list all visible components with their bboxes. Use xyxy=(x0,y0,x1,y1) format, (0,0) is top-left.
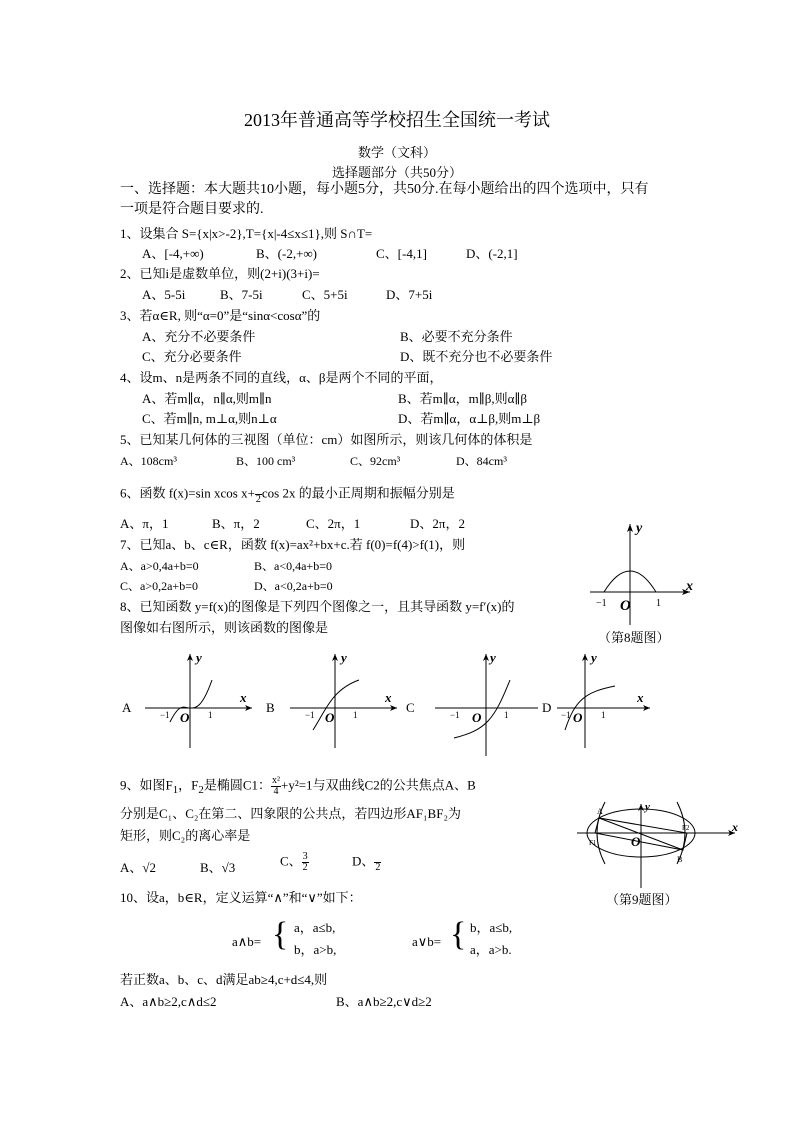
question-9-option-c-denominator: 2 xyxy=(302,862,308,873)
question-3-option-a: A、充分不必要条件 xyxy=(142,329,256,344)
question-9-option-c-numerator: 3 xyxy=(302,851,308,862)
focus-f1-label: F1 xyxy=(589,839,597,847)
question-9-line-1: 9、如图$F_1$，$F_2$是椭圆C1： $\frac{\text{x²}}{4}$ +y²=1与双曲线C2的公共焦点A、B xyxy=(120,775,476,797)
curve xyxy=(170,680,212,722)
question-7-option-b: B、a<0,4a+b=0 xyxy=(254,559,332,573)
curve xyxy=(313,680,359,730)
question-7-stem: 7、已知a、b、c∈R，函数 f(x)=ax²+bx+c.若 f(0)=f(4)>f(1)，则 xyxy=(120,537,466,552)
question-5-option-d: D、84cm³ xyxy=(456,454,507,468)
question-7-option-c: C、a>0,2a+b=0 xyxy=(120,579,198,593)
question-5-stem: 5、已知某几何体的三视图（单位：cm）如图所示，则该几何体的体积是 xyxy=(120,432,533,447)
and-definition-case-1: a，a≤b, xyxy=(294,920,336,935)
tick-label-1: 1 xyxy=(208,710,213,720)
question-9-line-3: 矩形，则C₂的离心率是 xyxy=(120,828,251,843)
question-6-fraction xyxy=(255,484,262,505)
question-1-option-d: D、(-2,1] xyxy=(466,246,518,261)
question-6-option-a: A、π，1 xyxy=(120,516,169,531)
tick-label-neg1: −1 xyxy=(561,710,571,720)
and-definition-lhs: a∧b= xyxy=(232,934,262,949)
part-label: 选择题部分（共50分） xyxy=(331,165,462,180)
figure-8-derivative-graph xyxy=(590,520,700,630)
origin-label: O xyxy=(472,710,482,725)
x-axis-label: x xyxy=(385,690,392,705)
option-a-label: A xyxy=(122,700,132,715)
question-2-option-b: B、7-5i xyxy=(220,287,263,302)
tick-label-1: 1 xyxy=(504,710,509,720)
origin-label: O xyxy=(325,710,335,725)
y-axis-label: y xyxy=(591,650,597,665)
subject-label: 数学（文科） xyxy=(357,145,436,160)
or-definition-case-2: a，a>b. xyxy=(470,942,512,957)
question-9-fraction-numerator: x² xyxy=(271,775,280,786)
tick-label-1: 1 xyxy=(353,710,358,720)
question-7-option-d: D、a<0,2a+b=0 xyxy=(254,579,333,593)
question-10-condition: 若正数a、b、c、d满足ab≥4,c+d≤4,则 xyxy=(120,972,328,987)
y-axis-label: y xyxy=(341,650,347,665)
option-a-graph xyxy=(140,650,255,750)
question-9-option-c-fraction xyxy=(302,852,309,873)
page-title: 2013年普通高等学校招生全国统一考试 xyxy=(244,110,550,130)
question-9-option-b: B、√3 xyxy=(200,860,236,875)
focus-f2-label: F2 xyxy=(682,824,690,832)
question-2-option-c: C、5+5i xyxy=(302,287,348,302)
x-axis-label: x xyxy=(732,820,738,834)
question-1-stem: 1、设集合 S={x|x>-2},T={x|-4≤x≤1},则 S∩T= xyxy=(120,226,373,241)
question-9-part-1: 9、如图F xyxy=(120,777,173,793)
question-9-option-d xyxy=(352,852,381,873)
question-9-fraction xyxy=(271,776,281,797)
question-6-option-c: C、2π，1 xyxy=(306,516,361,531)
question-6-stem-part-2: cos 2x 的最小正周期和振幅分别是 xyxy=(261,485,455,501)
figure-9-ellipse-hyperbola xyxy=(575,800,740,890)
tick-label-1: 1 xyxy=(656,598,661,609)
or-definition-case-1: b，a≤b, xyxy=(470,920,513,935)
curve xyxy=(454,680,510,738)
option-c-graph xyxy=(430,650,545,760)
question-3-option-c: C、充分必要条件 xyxy=(142,349,242,364)
x-axis-label: x xyxy=(686,579,693,594)
question-9-option-c-label: C、 xyxy=(280,853,302,869)
or-definition-lhs: a∨b= xyxy=(412,934,442,949)
question-9-option-d-fraction xyxy=(374,852,381,873)
figure-9-caption: （第9题图） xyxy=(606,892,678,907)
question-4-option-d: D、若m∥α，α⊥β,则m⊥β xyxy=(398,411,541,426)
tick-label-neg1: −1 xyxy=(305,710,315,720)
y-axis-label: y xyxy=(196,650,202,665)
y-axis-label: y xyxy=(490,650,496,665)
origin-label: O xyxy=(573,710,583,725)
origin-label: O xyxy=(620,598,631,614)
question-3-stem: 3、若α∈R, 则“α=0”是“sinα<cosα”的 xyxy=(120,308,321,323)
y-axis-label: y xyxy=(645,801,650,813)
origin-label: O xyxy=(180,710,190,725)
and-definition-brace: { xyxy=(272,916,289,953)
question-9-line-2: 分别是C₁、C₂在第二、四象限的公共点，若四边形AF₁BF₂为 xyxy=(120,806,461,821)
question-5-option-a: A、108cm³ xyxy=(120,454,177,468)
question-9-part-4: +y²=1与双曲线C2的公共焦点A、B xyxy=(280,777,476,793)
question-8-stem-line-1: 8、已知函数 y=f(x)的图像是下列四个图像之一，且其导函数 y=f′(x)的 xyxy=(120,599,515,614)
question-10-stem: 10、设a，b∈R，定义运算“∧”和“∨”如下： xyxy=(120,890,362,905)
question-5-option-c: C、92cm³ xyxy=(350,454,401,468)
question-1-option-b: B、(-2,+∞) xyxy=(256,246,318,261)
question-6-fraction-denominator: 2 xyxy=(255,494,261,505)
question-8-stem-line-2: 图像如右图所示，则该函数的图像是 xyxy=(120,620,329,635)
intro-line-2: 一项是符合题目要求的. xyxy=(120,202,264,217)
question-2-option-a: A、5-5i xyxy=(142,287,186,302)
tick-label-neg1: −1 xyxy=(450,710,460,720)
x-axis-label: x xyxy=(637,690,644,705)
option-b-label: B xyxy=(266,700,275,715)
option-d-graph xyxy=(555,650,655,750)
question-1-option-a: A、[-4,+∞) xyxy=(142,246,204,261)
tick-label-1: 1 xyxy=(601,710,606,720)
origin-label: O xyxy=(631,834,641,849)
and-definition-case-2: b，a>b, xyxy=(294,942,337,957)
point-b-label: B xyxy=(677,855,683,864)
question-2-stem: 2、已知i是虚数单位，则(2+i)(3+i)= xyxy=(120,266,320,281)
question-6-stem xyxy=(120,484,455,505)
question-7-option-a: A、a>0,4a+b=0 xyxy=(120,559,199,573)
question-9-option-c xyxy=(280,852,309,873)
question-9-part-3: 是椭圆C1： xyxy=(203,777,271,793)
question-5-option-b: B、100 cm³ xyxy=(236,454,296,468)
question-3-option-b: B、必要不充分条件 xyxy=(400,329,513,344)
option-b-graph xyxy=(285,650,400,750)
question-10-option-a: A、a∧b≥2,c∧d≤2 xyxy=(120,994,217,1009)
y-axis-label: y xyxy=(636,521,643,536)
question-10-option-b: B、a∧b≥2,c∨d≥2 xyxy=(336,994,432,1009)
option-c-label: C xyxy=(406,700,415,715)
question-2-option-d: D、7+5i xyxy=(386,287,433,302)
point-a-label: A xyxy=(597,807,603,816)
question-6-option-d: D、2π，2 xyxy=(410,516,465,531)
x-axis-label: x xyxy=(240,690,247,705)
figure-8-caption: （第8题图） xyxy=(598,630,670,645)
tick-label-neg1: −1 xyxy=(596,598,607,609)
question-9-option-d-label: D、 xyxy=(352,853,375,869)
intro-line-1: 一、选择题：本大题共10小题，每小题5分，共50分.在每小题给出的四个选项中，只有 xyxy=(120,182,649,197)
question-9-option-a: A、√2 xyxy=(120,860,157,875)
question-4-stem: 4、设m、n是两条不同的直线，α、β是两个不同的平面， xyxy=(120,370,443,385)
option-d-label: D xyxy=(542,700,552,715)
or-definition-brace: { xyxy=(450,916,467,953)
question-6-stem-part-1: 6、函数 f(x)=sin xcos x+ xyxy=(120,485,255,501)
question-9-fraction-denominator: 4 xyxy=(273,786,279,797)
question-4-option-a: A、若m∥α，n∥α,则m∥n xyxy=(142,391,272,406)
question-1-option-c: C、[-4,1] xyxy=(376,246,427,261)
question-4-option-c: C、若m∥n, m⊥α,则n⊥α xyxy=(142,411,277,426)
question-9-option-d-denominator: 2 xyxy=(375,862,381,873)
tick-label-neg1: −1 xyxy=(160,710,170,720)
question-6-option-b: B、π，2 xyxy=(212,516,260,531)
question-3-option-d: D、既不充分也不必要条件 xyxy=(400,349,553,364)
question-9-part-2: ，F xyxy=(178,777,199,793)
question-4-option-b: B、若m∥α，m∥β,则α∥β xyxy=(398,391,528,406)
